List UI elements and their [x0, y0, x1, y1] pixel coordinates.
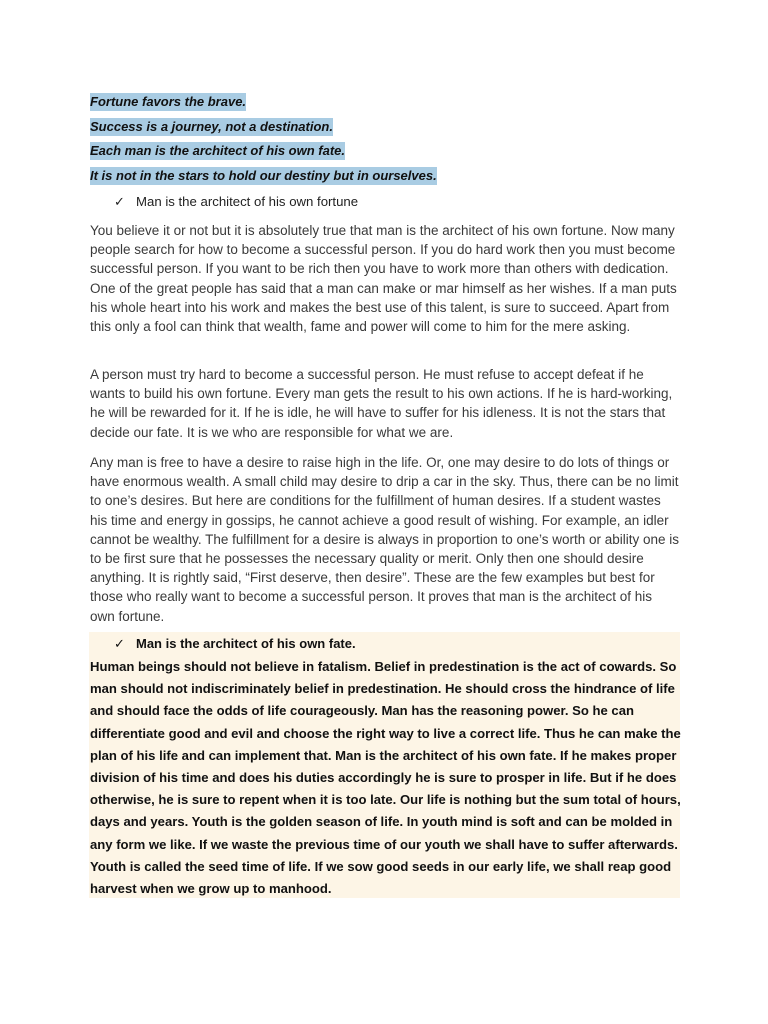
checkmark-icon: ✓ [114, 194, 125, 209]
heading-text: Man is the architect of his own fortune [136, 194, 359, 209]
quote-line: Fortune favors the brave. [90, 94, 247, 109]
highlighted-quotes [90, 93, 437, 191]
quote-line: It is not in the stars to hold our destiny but in ourselves. [90, 167, 437, 183]
heading-text: Man is the architect of his own fate. [136, 636, 356, 651]
quote-line: Each man is the architect of his own fate. [90, 143, 346, 158]
highlighted-section [89, 632, 680, 898]
checkmark-icon: ✓ [114, 636, 125, 651]
body-paragraph: A person must try hard to become a successful person. He must refuse to accept defeat if he wants to build his own fortune. Every man gets the result to his own actions. If he is hard-working, he will be rewarded for it. If he is idle, he will have to suffer for his idleness. It is not the stars that decide our fate. It is we who are responsible for what we are. [90, 367, 673, 440]
body-paragraph: You believe it or not but it is absolutely true that man is the architect of his own fortune. Now many people search for how to become a successful person. If you do hard work then you must become successful person. If you want to be rich then you have to work more than others with dedication. One of the great people has said that a man can make or mar himself as her wishes. If a man puts his whole heart into his work and makes the best use of this talent, is sure to succeed. Apart from this only a fool can think that wealth, fame and power will come to him for the mere asking. [90, 223, 677, 335]
bullet-heading-fate [114, 636, 356, 652]
quote-line: Success is a journey, not a destination. [90, 118, 333, 134]
body-paragraph: Any man is free to have a desire to raise high in the life. Or, one may desire to do lots of things or have enormous wealth. A small child may desire to drip a car in the sky. Thus, there can be no limit to one’s desires. But here are conditions for the fulfillment of human desires. If a student wastes his time and energy in gossips, he cannot achieve a good result of wishing. For example, an idler cannot be wealthy. The fulfillment for a desire is always in proportion to one’s worth or ability one is to be first sure that he possesses the necessary quality or merit. Only then one should desire anything. It is rightly said, “First deserve, then desire”. These are the few examples but best for those who really want to become a successful person. It proves that man is the architect of his own fortune. [90, 455, 680, 624]
bold-paragraph: Human beings should not believe in fatalism. Belief in predestination is the act of cowards. So man should not indiscriminately belief in predestination. He should cross the hindrance of life and should face the odds of life courageously. Man has the reasoning power. So he can differentiate good and evil and choose the right way to live a correct life. Thus he can make the plan of his life and can implement that. Man is the architect of his own fate. If he makes proper division of his time and does his duties accordingly he is sure to prosper in life. But if he does otherwise, he is sure to repent when it is too late. Our life is nothing but the sum total of hours, days and years. Youth is the golden season of life. In youth mind is soft and can be molded in any form we like. If we waste the previous time of our youth we shall have to suffer afterwards. Youth is called the seed time of life. If we sow good seeds in our early life, we shall reap good harvest when we grow up to manhood. [90, 659, 681, 897]
bullet-heading-fortune [114, 194, 358, 210]
